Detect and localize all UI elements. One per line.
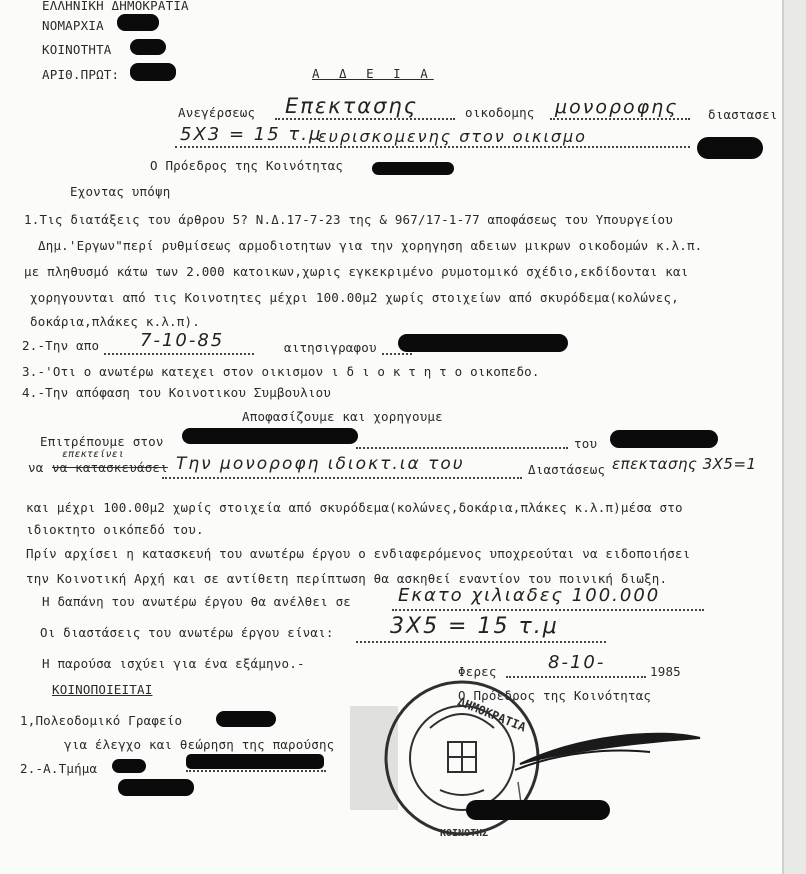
distribution-item-2: 2.-Α.Τμήμα bbox=[20, 761, 98, 776]
decision-line-3: ιδιοκτητο οικόπεδό του. bbox=[26, 522, 204, 537]
decision-line-2: και μέχρι 100.00μ2 χωρίς στοιχεία από σκυρόδεμα(κολώνες,δοκάρια,πλάκες κ.λ.π)μέσα στο bbox=[26, 500, 683, 515]
header-country: ΕΛΛΗΝΙΚΗ ΔΗΜΟΚΡΑΤΙΑ bbox=[42, 0, 189, 13]
signature-title: Ο Πρόεδρος της Κοινότητας bbox=[458, 688, 652, 703]
of-label: του bbox=[574, 436, 598, 451]
intro-location-value: ευρισκομενης στον οικισμο bbox=[318, 127, 587, 146]
stamp-ring-top: ΔΗΜΟΚΡΑΤΙΑ bbox=[455, 694, 528, 735]
erection-value: Επεκτασης bbox=[285, 94, 419, 118]
header-community: ΚΟΙΝΟΤΗΤΑ bbox=[42, 42, 112, 57]
clause-1-line-4: χορηγουνται από τις Κοινοτητες μέχρι 100.00μ2 χωρίς στοιχείων από σκυρόδεμα(κολώνες, bbox=[30, 290, 679, 305]
cost-value: Εκατο χιλιαδες 100.000 bbox=[398, 585, 661, 606]
intro-dims-value: 5Χ3 = 15 τ.μ bbox=[180, 124, 323, 145]
to-label: να bbox=[28, 460, 44, 475]
distribution-item-1-sub: για έλεγχο και θεώρηση της παρούσης bbox=[64, 737, 335, 752]
distribution-item-1: 1,Πολεοδομικό Γραφείο bbox=[20, 713, 183, 728]
building-value: μονοροφης bbox=[555, 96, 679, 118]
erection-label: Ανεγέρσεως bbox=[178, 105, 256, 120]
clause-4: 4.-Την απόφαση του Κοινοτικου Συμβουλιου bbox=[22, 385, 332, 400]
dims-label-2: Διαστάσεως bbox=[528, 462, 606, 477]
date-day: 8-10- bbox=[548, 652, 606, 673]
distribution-heading: ΚΟΙΝΟΠΟΙΕΙΤΑΙ bbox=[52, 682, 153, 697]
cost-label: Η δαπάνη του ανωτέρω έργου θα ανέλθει σε bbox=[42, 594, 352, 609]
validity-line: Η παρούσα ισχύει για ένα εξάμηνο.- bbox=[42, 656, 305, 671]
clause-1-line-2: Δημ.'Εργων"περί ρυθμίσεως αρμοδιοτητων για την χορηγηση αδειων μικρων οικοδομών κ.λ.π. bbox=[38, 238, 703, 253]
struck-text: να κατασκευάσει bbox=[52, 460, 168, 475]
doc-type-title: Α Δ Ε Ι Α bbox=[312, 66, 434, 81]
size-value: 3Χ5 = 15 τ.μ bbox=[390, 614, 559, 639]
clause-1-line-5: δοκάρια,πλάκες κ.λ.π). bbox=[30, 314, 200, 329]
dims-label: διαστασει bbox=[708, 107, 778, 122]
clause-2-date: 7-10-85 bbox=[140, 330, 225, 351]
inserted-word: επεκτείνει bbox=[62, 449, 125, 460]
what-value: Την μονοροφη ιδιοκτ.ια του bbox=[176, 454, 465, 474]
building-label: οικοδομης bbox=[465, 105, 535, 120]
president-line: Ο Πρόεδρος της Κοινότητας bbox=[150, 158, 344, 173]
decision-line-5: την Κοινοτική Αρχή και σε αντίθετη περίπτωση θα ασκηθεί εναντίον του ποινική διωξη. bbox=[26, 571, 668, 586]
place-label: Φερες bbox=[458, 664, 497, 679]
header-prefecture: ΝΟΜΑΡΧΙΑ bbox=[42, 18, 104, 33]
clause-1-line-3: με πληθυσμό κάτω των 2.000 κατοικων,χωρις εγκεκριμένο ρυμοτομικό σχέδιο,εκδίδονται και bbox=[24, 264, 689, 279]
clause-3: 3.-'Οτι ο ανωτέρω κατεχει στον οικισμον ι δ ι ο κ τ η τ ο οικοπεδο. bbox=[22, 364, 540, 379]
decision-heading: Αποφασίζουμε και χορηγουμε bbox=[242, 409, 443, 424]
considering-heading: Εχοντας υπόψη bbox=[70, 184, 171, 199]
redaction-signatory bbox=[466, 800, 610, 820]
size-label: Οι διαστάσεις του ανωτέρω έργου είναι: bbox=[40, 625, 334, 640]
decision-line-4: Πρίν αρχίσει η κατασκευή του ανωτέρω έργου ο ενδιαφερόμενος υποχρεούται να ειδοποιήσει bbox=[26, 546, 691, 561]
dims-value-2: επεκτασης 3Χ5=1 bbox=[612, 455, 757, 473]
date-year: 1985 bbox=[650, 664, 681, 679]
clause-2-label: 2.-Την απο bbox=[22, 338, 100, 353]
clause-1-line-1: 1.Τις διατάξεις του άρθρου 5? Ν.Δ.17-7-23 της & 967/17-1-77 αποφάσεως του Υπουργείου bbox=[24, 212, 673, 227]
stamp-ring-bottom: ΚΟΙΝΟΤΗΣ bbox=[440, 828, 489, 839]
clause-2-tail: αιτησιγραφου bbox=[284, 340, 377, 355]
header-protocol: ΑΡΙΘ.ΠΡΩΤ: bbox=[42, 67, 120, 82]
allow-label: Επιτρέπουμε στον bbox=[40, 434, 164, 449]
